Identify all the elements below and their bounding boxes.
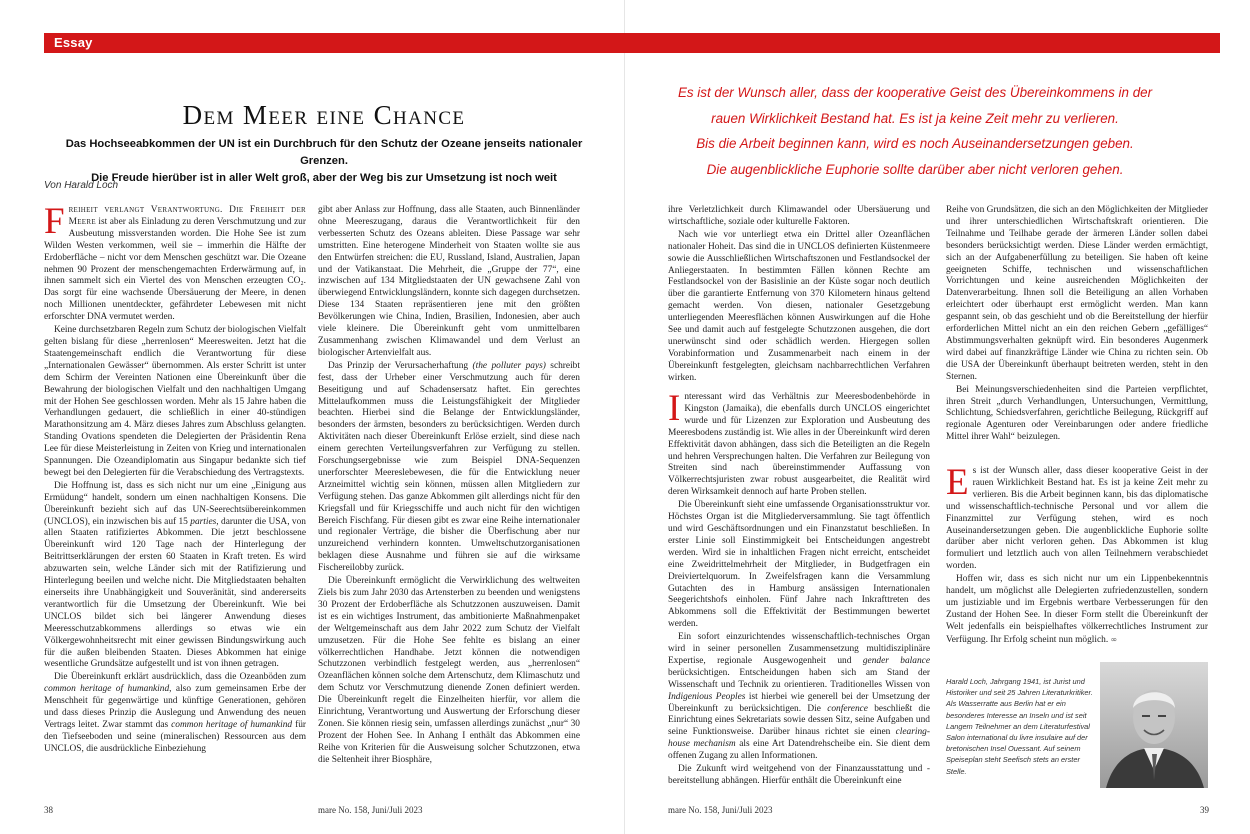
emphasis: parties bbox=[190, 516, 217, 527]
drop-cap: E bbox=[946, 466, 969, 503]
drop-cap: F bbox=[44, 205, 65, 242]
paragraph-text: Die Übereinkunft erklärt ausdrücklich, dass die Ozeanböden zum bbox=[54, 672, 306, 683]
paragraph: Die Übereinkunft sieht eine umfassende Organisationsstruktur vor. Höchstes Organ ist die Mitgliederversammlung. Sie tagt öffentlich und wird Geschäftsordnungen und ein Finanzstatut beschließen. In erster Linie soll Einstimmigkeit bei Entscheidungen angestrebt werden. Wird sie in inhaltlichen Fragen nicht erreicht, entscheidet eine Zweidrittelmehrheit der Mitglieder, in Budgetfragen ein Dreiviertelquorum. In Zweifelsfragen kann die Versammlung Gutachten des in Hamburg ansässigen Internationalen Seegerichtshofs einholen. Fünf Jahre nach Inkrafttreten des Abkommens soll die Effektivität der Bestimmungen bewertet werden. bbox=[668, 500, 930, 630]
paragraph-text: beschließt die Einrichtung eines Sekretariats sowie dessen Sitz, seine Aufgaben und seine Funktionsweise. Darüber hinaus richtet sie einen bbox=[668, 703, 930, 738]
end-mark-icon: ∞ bbox=[1110, 634, 1118, 644]
paragraph-text: ist hierbei wie generell bei der Umsetzung der Übereinkunft zu berücksichtigen. Die bbox=[668, 691, 930, 714]
paragraph-text: , darunter die USA, von allen Staaten ratifiziertes Abkommen. Die jetzt beschlossene Übereinkunft wird 120 Tage nach der Hinterlegung der Beitrittserklärungen der ersten 60 Staaten in Kraft treten. Es wird abzuwarten sein, welche Länder sich mit der Ratifizierung und Hinterlegung beeilen und welche nicht. Die Mitgliedstaaten behalten einerseits ihre Unabhängigkeit und Souveränität, sind andererseits verantwortlich für die Umsetzung der Übereinkunft. Wie bei UNCLOS bildet sich bei längerer Anwendung dieses Meeresschutzabkommens allerdings so etwas wie ein Völkergewohnheitsrecht mit einer gewissen Bindungswirkung auch für die außen bleibenden Staaten. Dieses Abkommen hat einige wesentliche Grundsätze aufgestellt und ist von ihnen getragen. bbox=[44, 516, 306, 670]
paragraph bbox=[668, 392, 930, 499]
text-column-3 bbox=[668, 205, 930, 382]
paragraph bbox=[44, 205, 306, 324]
paragraph: gibt aber Anlass zur Hoffnung, dass alle Staaten, auch Binnenländer ohne Meereszugang, daraus die Verantwortlichkeit für den verbesserten Schutz des Ozeans ableiten. Diese Passage war sehr umstritten. Eine heterogene Minderheit von Staaten wollte sie aus den Entwürfen streichen: die EU, Russland, Island, Australien, Japan und der Vatikanstaat. Die Mehrheit, die „Gruppe der 77“, eine inzwischen auf 134 Mitgliedstaaten der UN gewachsene Zahl von überwiegend Entwicklungsländern, konnte sich dagegen durchsetzen. Diese 134 Staaten repräsentieren jene mit den größten Bevölkerungen wie China, Indien, Brasilien, Indonesien, aber auch viele kleinere. Die Übereinkunft geht vom unmittelbaren Zusammenhang zwischen Klimawandel und dem Verlust an biologischer Artenvielfalt aus. bbox=[318, 205, 580, 358]
paragraph: Bei Meinungsverschiedenheiten sind die Parteien verpflichtet, ihren Streit „durch Verhandlungen, Untersuchungen, Vermittlung, Schlichtung, Schiedsverfahren, gerichtliche Beilegung, Rückgriff auf regionale Agenturen oder Vereinbarungen oder andere friedliche Mittel ihrer Wahl“ beizulegen. bbox=[946, 384, 1208, 443]
byline: Von Harald Loch bbox=[44, 180, 119, 191]
paragraph: ihre Verletzlichkeit durch Klimawandel oder Übersäuerung und wirtschaftliche, soziale oder kulturelle Faktoren. bbox=[668, 205, 930, 227]
magazine-issue-right: mare No. 158, Juni/Juli 2023 bbox=[668, 805, 773, 815]
paragraph-text: , also zum gemeinsamen Erbe der Menschheit für gegenwärtige und künftige Generationen, gehören und dass dieses Prinzip die Auslegung und Anwendung des neuen Vertrags leitet. Zwar stammt das bbox=[44, 684, 306, 730]
deck bbox=[44, 136, 604, 187]
text-column-1 bbox=[44, 205, 306, 795]
emphasis: conference bbox=[827, 703, 868, 714]
emphasis: gender balance bbox=[862, 655, 930, 666]
drop-cap: I bbox=[668, 392, 681, 429]
lead-in: reiheit verlangt Verantwortung. Die Freiheit der Meere bbox=[68, 205, 306, 227]
paragraph-text: für den Tiefseeboden und seine (mineralischen) Ressourcen aus dem UNCLOS, die ausdrückliche Einbeziehung bbox=[44, 719, 306, 754]
emphasis: common heritage of humankind bbox=[171, 719, 293, 730]
emphasis: common heritage of humankind bbox=[44, 684, 170, 695]
paragraph: Keine durchsetzbaren Regeln zum Schutz der biologischen Vielfalt gelten bislang für diese „herrenlosen“ Meeresweiten. Jetzt hat die Staatengemeinschaft endlich die Verantwortung für diese „Internationalen Gewässer“ übernommen. Als erster Schritt ist unter dem Schirm der Vereinten Nationen eine Übereinkunft über die Bewahrung der biologischen Vielfalt und den nachhaltigen Umgang mit der Hohen See geschlossen worden. Mehr als 15 Jahre haben die Verhandlungen gedauert, die schließlich in einer 40-stündigen Marathonsitzung am 4. März dieses Jahres zum Abschluss gelangten. Standing Ovations spendeten die Delegierten der Präsidentin Rena Lee für diese Meisterleistung in Zeiten von Krieg und internationalen Spannungen. Die Ozeandiplomatin aus Singapur bedankte sich tief bewegt bei den Delegierten für die Verabschiedung des Vertragstexts. bbox=[44, 325, 306, 478]
paragraph-text: Ein sofort einzurichtendes wissenschaftlich-technisches Organ wird in seiner personellen Zusammensetzung multidisziplinäre Expertise, regionale Ausgewogenheit und bbox=[668, 632, 930, 666]
paragraph-text: ist aber als Einladung zu deren Verschmutzung und zur Ausbeutung missverstanden worden. Die Hohe See ist zum Wilden Westen verkommen, weil sie – immerhin die Hälfte der Erdoberfläche – nicht vor dem Menschen geschützt war. Die Ozeane nehmen 90 Prozent der menschengemachten Erderwärmung auf, in ihnen sammelt sich ein Viertel des von Menschen erzeugten CO₂. Das sorgt für eine wachsende Übersäuerung der Meere, in denen noch Millionen unentdeckter, gefährdeter Lebewesen mit nicht erforschter DNA vermutet werden. bbox=[44, 216, 306, 323]
paragraph-text: nteressant wird das Verhältnis zur Meeresbodenbehörde in Kingston (Jamaika), die ebenfalls durch UNCLOS eingerichtet wurde und für Lizenzen zur Exploration und Ausbeutung des Meeresbodens zuständig ist. Wie alles in der Übereinkunft wird deren Effektivität davon abhängen, dass sich die Beteiligten an die Regeln und hehren Versprechungen halten. Die Verfahren zur Beilegung von Streiten sind nach übereinstimmender Auffassung von Völkerrechtsjuristen zwar robust ausgearbeitet, die Realität wird deren Wirksamkeit dennoch auf harte Proben stellen. bbox=[668, 392, 930, 498]
paragraph bbox=[318, 361, 580, 575]
pull-quote bbox=[655, 80, 1175, 182]
emphasis: Indigenious Peoples bbox=[668, 691, 746, 702]
paragraph bbox=[946, 574, 1208, 646]
text-column-3-continued bbox=[668, 392, 930, 795]
emphasis: (the polluter pays) bbox=[472, 360, 546, 371]
paragraph-text: s ist der Wunsch aller, dass dieser kooperative Geist in der rauen Wirklichkeit Bestand hat. Es ist ja keine Zeit mehr zu verlieren. Bis die Arbeit beginnen kann, bis das diplomatische und wissenschaftlich-technische Personal und vor allem die Finanzmittel zur Verfügung stehen, wird es noch Auseinandersetzungen geben. Die augenblickliche Euphorie sollte darüber aber nicht verloren gehen. Das Abkommen ist klug formuliert und letztlich auch von allen Teilnehmern verabschiedet worden. bbox=[946, 466, 1208, 572]
text-column-4-continued bbox=[946, 466, 1208, 646]
paragraph: Nach wie vor unterliegt etwa ein Drittel aller Ozeanflächen nationaler Hoheit. Das sind die in UNCLOS definierten Küstenmeere sowie die Ausschließlichen Wirtschaftszonen und Festlandsockel der Anliegerstaaten. In bestimmten Fällen können Rechte am Festlandsockel von der Basislinie an der Küste sogar noch deutlich über die garantierte Entfernung von 370 Kilometern hinaus geltend gemacht werden. Von diesen, nationaler Gesetzgebung unterliegenden Meeresflächen können Auswirkungen auf die Hohe See und damit auch auf festgelegte Schutzzonen ausgehen, die dort unerwünscht sind oder schädlich werden. Hiergegen sollen Vorabinformation und Zusammenarbeit nach einem in der Übereinkunft festgelegten, gleichsam nachbarrechtlichen Verfahren wirken. bbox=[668, 229, 930, 382]
paragraph-text: als eine Art Datendrehscheibe ein. Sie dient dem offenen Zugang zu allen Informationen. bbox=[668, 739, 930, 762]
emphasis: clearing-house mechanism bbox=[668, 727, 930, 750]
section-bar bbox=[44, 33, 1220, 53]
headline: Dem Meer eine Chance bbox=[182, 100, 466, 130]
page-number-left: 38 bbox=[44, 805, 53, 815]
text-column-4 bbox=[946, 205, 1208, 445]
paragraph bbox=[44, 672, 306, 755]
author-photo bbox=[1100, 662, 1208, 788]
paragraph: Die Zukunft wird weitgehend von der Finanzausstattung und -bereitstellung abhängen. Hierfür enthält die Übereinkunft eine bbox=[668, 764, 930, 786]
paragraph-text: berücksichtigen. Entscheidungen haben sich am Stand der Wissenschaft und Technik zu orientieren. Traditionelles Wissen von bbox=[668, 667, 930, 690]
author-note: Harald Loch, Jahrgang 1941, ist Jurist und Historiker und seit 25 Jahren Literaturkritiker. Als Wasserratte aus Berlin hat er ein besonderes Interesse an Inseln und ist seit Langem Teilnehmer an dem Literaturfestival Salon international du livre insulaire auf der bretonischen Insel Ouessant. Auf seinem Speiseplan steht Seefisch stets an erster Stelle. bbox=[946, 677, 1093, 776]
author-portrait-image bbox=[1100, 662, 1208, 788]
pull-quote-line-3: Bis die Arbeit beginnen kann, wird es noch Auseinandersetzungen geben. bbox=[696, 136, 1134, 151]
text-column-2 bbox=[318, 205, 580, 795]
paragraph: Die Übereinkunft ermöglicht die Verwirklichung des weltweiten Ziels bis zum Jahr 2030 das Artensterben zu beenden und wenigstens 30 Prozent der Erdoberfläche als Schutzzonen auszuweisen. Damit ist es ein wichtiges Instrument, das ambitionierte Maßnahmenpaket der Weltgemeinschaft aus dem Jahr 2022 zum Schutz der Vielfalt umzusetzen. Für die Hohe See fehlte es bislang an einer völkerrechtlichen Handhabe. Jetzt können die notwendigen Schutzzonen verbindlich festgelegt werden, aus „herrenlosen“ Ozeanflächen können solche dem Artenschutz, dem Klimaschutz und dem Schutz vor Verschmutzung dienende Zonen definiert werden. Die Übereinkunft regelt die Einzelheiten hierfür, vor allem die Einrichtung, Verantwortung und Auswertung der Erforschung dieser Zonen. Sie können riesig sein, umfassen allerdings zunächst „nur“ 30 Prozent der Hohen See. In Anhang I enthält das Abkommen eine Reihe von Kriterien für die Ausweisung solcher Schutzzonen, etwa die Seltenheit ihrer Biosphäre, bbox=[318, 576, 580, 765]
section-label: Essay bbox=[54, 35, 93, 50]
paragraph-text: Die Hoffnung ist, dass es sich nicht nur um eine „Einigung aus Ermüdung“ handelt, sondern um einen nachhaltigen Konsens. Die Übereinkunft bezieht sich auf das UN-Seerechtsübereinkommen (UNCLOS), ein inzwischen bis auf 15 bbox=[44, 480, 306, 527]
page-gutter bbox=[624, 0, 625, 834]
paragraph bbox=[44, 481, 306, 672]
paragraph-text: schreibt fest, dass der Urheber einer Verschmutzung auch für deren Beseitigung und auf Schadensersatz haftet. Ein gerechtes Mittelaufkommen muss die Leistungsfähigkeit der Mitglieder beachten. Hierbei sind die Belange der Entwicklungsländer, besonders der ärmsten, besonders zu berücksichtigen. Werden durch Aktivitäten nach dieser Übereinkunft Erlöse erzielt, sind diese nach einem gerechten Verteilungsverfahren zur Verfügung zu stellen. Forschungsergebnisse wie zum Beispiel DNA-Sequenzen unerforschter Meereslebewesen, die für die Entwicklung neuer Arzneimittel wichtig sein können, müssen allen Mitgliedern zur Verfügung stehen. Das ganze Abkommen gilt allerdings nicht für den Kriegsfall und für Kriegsschiffe und auch nicht für den wichtigen Bereich Fischfang. Für diesen gibt es zwar eine Reihe internationaler und regionaler Verträge, die bisher die Überfischung aber nur unzureichend verhindern konnten. Umweltschutzorganisationen beklagen diese Ausnahme und führen sie auf die wirksame Fischereilobby zurück. bbox=[318, 360, 580, 574]
paragraph bbox=[668, 632, 930, 763]
magazine-issue-left: mare No. 158, Juni/Juli 2023 bbox=[318, 805, 423, 815]
deck-line-1: Das Hochseeabkommen der UN ist ein Durchbruch für den Schutz der Ozeane jenseits nationaler Grenzen. bbox=[65, 138, 583, 167]
pull-quote-line-4: Die augenblickliche Euphorie sollte darüber aber nicht verloren gehen. bbox=[706, 161, 1124, 177]
paragraph-text: Das Prinzip der Verursacherhaftung bbox=[328, 360, 473, 371]
page-number-right: 39 bbox=[1200, 805, 1209, 815]
paragraph-text: Hoffen wir, dass es sich nicht nur um ein Lippenbekenntnis handelt, um möglichst alle Delegierten zufriedenzustellen, sondern um justiziable und im Ergebnis wertbare Verbesserungen für den Zustand der Hohen See. In dieser Form stellt die Übereinkunft der Welt jedenfalls ein beispielhaftes völkerrechtliches Instrument zur Verfügung. Ihr Erfolg scheint nun möglich. bbox=[946, 574, 1208, 645]
paragraph: Reihe von Grundsätzen, die sich an den Möglichkeiten der Mitglieder und ihrer unterschiedlichen Wirtschaftskraft orientieren. Die Teilnahme und Teilhabe gerade der ärmeren Länder sollen dabei besonders berücksichtigt werden. Diese Länder werden ermächtigt, sich an der Aufgabenerfüllung zu beteiligen. Sie haben oft keine geeigneten Schiffe, technischen und wissenschaftlichen Vorrichtungen und keine ausreichenden Möglichkeiten der Datenverarbeitung. Ihnen soll die Beteiligung an allen Vorhaben erleichtert oder überhaupt erst ermöglicht werden. Man kann gespannt sein, ob das geschieht und ob die Bereitstellung der hierfür erforderlichen Mittel nicht an ein den reichen Gebern „gefälliges“ Abstimmungsverhalten geknüpft wird. Ein besonderes Augenmerk wird dabei auf finanzkräftige Länder wie China zu richten sein. Ob die USA der Übereinkunft überhaupt beitreten werden, steht in den Sternen. bbox=[946, 205, 1208, 382]
pull-quote-line-2: rauen Wirklichkeit Bestand hat. Es ist ja keine Zeit mehr zu verlieren. bbox=[711, 110, 1119, 126]
pull-quote-line-1: Es ist der Wunsch aller, dass der kooperative Geist des Übereinkommens in der bbox=[677, 85, 1153, 100]
paragraph bbox=[946, 466, 1208, 573]
deck-line-2: Die Freude hierüber ist in aller Welt groß, aber der Weg bis zur Umsetzung ist noch weit bbox=[91, 172, 557, 184]
